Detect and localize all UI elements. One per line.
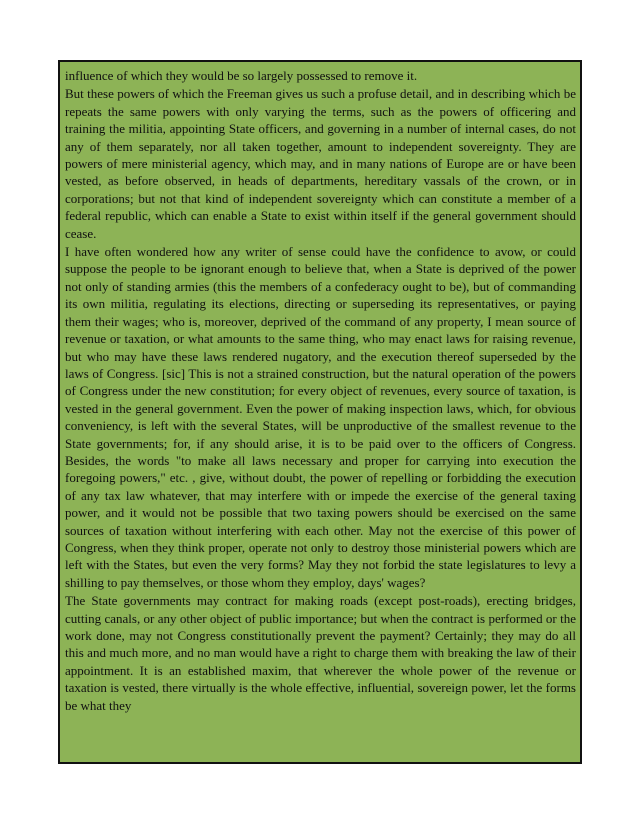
paragraph-continuation: influence of which they would be so largely possessed to remove it.	[65, 68, 418, 83]
paragraph-freeman-powers: But these powers of which the Freeman gives us such a profuse detail, and in describing which be repeats the same powers with only varying the terms, such as the powers of officering and training the militia, appointing State officers, and governing in a number of internal cases, do not any of them separately, nor all taken together, amount to independent sovereignty. They are powers of mere ministerial agency, which may, and in many nations of Europe are or have been vested, as before observed, in heads of departments, hereditary vassals of the crown, or in corporations; but not that kind of independent sovereignty which can constitute a member of a federal republic, which can enable a State to exist within itself if the general government should cease.	[65, 86, 576, 241]
paragraph-writer-of-sense: I have often wondered how any writer of sense could have the confidence to avow, or could suppose the people to be ignorant enough to believe that, when a State is deprived of the power not only of standing armies (this the members of a confederacy ought to be), but of commanding its own militia, regulating its elections, directing or superseding its representatives, or paying them their wages; who is, moreover, deprived of the command of any property, I mean source of revenue or taxation, or what amounts to the same thing, who may enact laws for raising revenue, but who may have these laws rendered nugatory, and the execution thereof superseded by the laws of Congress. [sic] This is not a strained construction, but the natural operation of the powers of Congress under the new constitution; for every object of revenues, every source of taxation, is vested in the general government. Even the power of making inspection laws, which, for obvious conveniency, is left with the several States, will be unproductive of the smallest revenue to the State governments; for, if any should arise, it is to be paid over to the officers of Congress. Besides, the words "to make all laws necessary and proper for carrying into execution the foregoing powers," etc. , give, without doubt, the power of repelling or forbidding the execution of any tax law whatever, that may interfere with or impede the exercise of the general taxing power, and it would not be possible that two taxing powers should be exercised on the same sources of taxation without interfering with each other. May not the exercise of this power of Congress, when they think proper, operate not only to destroy those ministerial powers which are left with the States, but even the very forms? May they not forbid the state legislatures to levy a shilling to pay themselves, or those whom they employ, days' wages?	[65, 244, 576, 590]
paragraph-state-governments: The State governments may contract for making roads (except post-roads), erecting bridges, cutting canals, or any other object of public importance; but when the contract is performed or the work done, may not Congress constitutionally prevent the payment? Certainly; they may do all this and much more, and no man would have a right to charge them with breaking the law of their appointment. It is an established maxim, that wherever the whole power of the revenue or taxation is vested, there virtually is the whole effective, influential, sovereign power, let the forms be what they	[65, 593, 576, 713]
document-text-panel	[58, 60, 582, 764]
